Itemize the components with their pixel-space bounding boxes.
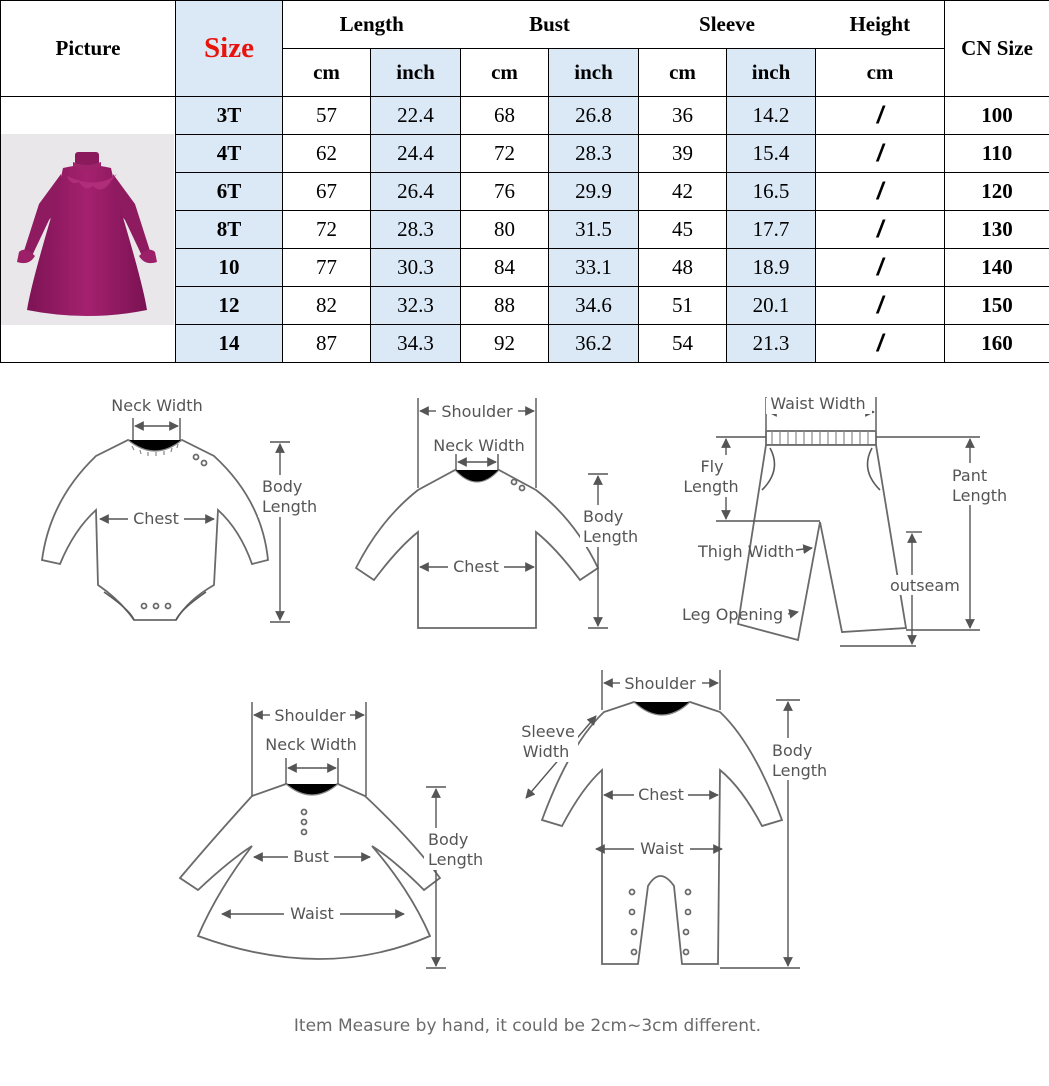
body-length-label: Body (583, 507, 624, 526)
dress-diagram (180, 702, 486, 968)
size-cell: 8T (176, 211, 283, 249)
body-length-label-2: Length (262, 497, 318, 516)
neck-width-label: Neck Width (265, 735, 357, 754)
sleeve-width-label: Sleeve (521, 722, 575, 741)
body-length-label-2: Length (772, 761, 828, 780)
cn-size-cell: 150 (945, 287, 1049, 325)
sleeve-inch-cell: 15.4 (727, 135, 816, 173)
shoulder-label: Shoulder (624, 674, 696, 693)
sleeve-inch-cell: 18.9 (727, 249, 816, 287)
cn-size-cell: 100 (945, 97, 1049, 135)
pant-length-label: Pant (952, 466, 988, 485)
bodysuit-diagram (42, 396, 317, 622)
bust-inch-cell: 26.8 (549, 97, 639, 135)
shoulder-label: Shoulder (441, 402, 513, 421)
sleeve-cm-cell: 45 (639, 211, 727, 249)
pant-length-label-2: Length (952, 486, 1008, 505)
leg-opening-label: Leg Opening (682, 605, 784, 624)
size-cell: 12 (176, 287, 283, 325)
sleeve-inch-cell: 16.5 (727, 173, 816, 211)
length-inch-cell: 34.3 (371, 325, 461, 363)
header-height: Height (816, 1, 945, 49)
unit-cm: cm (639, 49, 727, 97)
header-bust: Bust (461, 1, 639, 49)
sleeve-inch-cell: 14.2 (727, 97, 816, 135)
thigh-width-label: Thigh Width (698, 542, 795, 561)
sleeve-inch-cell: 20.1 (727, 287, 816, 325)
height-cell: / (816, 97, 945, 135)
body-length-label-2: Length (428, 850, 484, 869)
body-length-label: Body (262, 477, 303, 496)
waist-label: Waist (290, 904, 334, 923)
length-inch-cell: 24.4 (371, 135, 461, 173)
chest-label: Chest (638, 785, 684, 804)
neck-width-label: Neck Width (433, 436, 525, 455)
bust-cm-cell: 84 (461, 249, 549, 287)
neck-width-label: Neck Width (111, 396, 203, 415)
bust-cm-cell: 88 (461, 287, 549, 325)
body-length-label: Body (428, 830, 469, 849)
height-cell: / (816, 325, 945, 363)
size-cell: 4T (176, 135, 283, 173)
size-cell: 14 (176, 325, 283, 363)
length-cm-cell: 62 (283, 135, 371, 173)
bust-cm-cell: 80 (461, 211, 549, 249)
length-inch-cell: 30.3 (371, 249, 461, 287)
bust-cm-cell: 76 (461, 173, 549, 211)
sleeve-inch-cell: 17.7 (727, 211, 816, 249)
unit-cm: cm (461, 49, 549, 97)
bust-cm-cell: 68 (461, 97, 549, 135)
height-cell: / (816, 211, 945, 249)
measurement-diagrams (0, 363, 1049, 1086)
height-cell: / (816, 135, 945, 173)
bust-inch-cell: 28.3 (549, 135, 639, 173)
sleeve-inch-cell: 21.3 (727, 325, 816, 363)
bust-inch-cell: 33.1 (549, 249, 639, 287)
height-cell: / (816, 173, 945, 211)
header-picture: Picture (1, 1, 176, 97)
bust-label: Bust (293, 847, 329, 866)
sleeve-cm-cell: 39 (639, 135, 727, 173)
sleeve-width-label-2: Width (522, 742, 570, 761)
length-inch-cell: 26.4 (371, 173, 461, 211)
sleeve-cm-cell: 51 (639, 287, 727, 325)
unit-inch: inch (727, 49, 816, 97)
length-inch-cell: 22.4 (371, 97, 461, 135)
length-cm-cell: 77 (283, 249, 371, 287)
tshirt-diagram (356, 398, 642, 628)
waist-width-label: Waist Width (770, 394, 866, 413)
sleeve-cm-cell: 36 (639, 97, 727, 135)
length-cm-cell: 72 (283, 211, 371, 249)
header-cn-size: CN Size (945, 1, 1049, 97)
unit-cm: cm (816, 49, 945, 97)
sleeve-cm-cell: 54 (639, 325, 727, 363)
length-inch-cell: 32.3 (371, 287, 461, 325)
bust-inch-cell: 34.6 (549, 287, 639, 325)
cn-size-cell: 110 (945, 135, 1049, 173)
header-size: Size (176, 1, 283, 97)
unit-inch: inch (371, 49, 461, 97)
unit-cm: cm (283, 49, 371, 97)
cn-size-cell: 120 (945, 173, 1049, 211)
shoulder-label: Shoulder (274, 706, 346, 725)
sleeve-cm-cell: 48 (639, 249, 727, 287)
outseam-label: outseam (890, 576, 960, 595)
chest-label: Chest (133, 509, 179, 528)
height-cell: / (816, 287, 945, 325)
header-length: Length (283, 1, 461, 49)
length-cm-cell: 57 (283, 97, 371, 135)
pants-diagram (680, 394, 1012, 646)
bust-inch-cell: 31.5 (549, 211, 639, 249)
bust-cm-cell: 72 (461, 135, 549, 173)
header-sleeve: Sleeve (639, 1, 816, 49)
cn-size-cell: 130 (945, 211, 1049, 249)
body-length-label: Body (772, 741, 813, 760)
measurement-note: Item Measure by hand, it could be 2cm~3cm different. (293, 1016, 762, 1036)
chest-label: Chest (453, 557, 499, 576)
height-cell: / (816, 249, 945, 287)
length-cm-cell: 67 (283, 173, 371, 211)
length-cm-cell: 82 (283, 287, 371, 325)
size-cell: 3T (176, 97, 283, 135)
fly-length-label-2: Length (683, 477, 739, 496)
body-length-label-2: Length (583, 527, 639, 546)
sleeve-cm-cell: 42 (639, 173, 727, 211)
size-cell: 10 (176, 249, 283, 287)
size-cell: 6T (176, 173, 283, 211)
bust-inch-cell: 29.9 (549, 173, 639, 211)
table-row (1, 97, 1049, 135)
fly-length-label: Fly (700, 457, 724, 476)
romper-diagram (518, 670, 830, 968)
dress-photo-icon (1, 134, 174, 325)
length-inch-cell: 28.3 (371, 211, 461, 249)
bust-cm-cell: 92 (461, 325, 549, 363)
waist-label: Waist (640, 839, 684, 858)
length-cm-cell: 87 (283, 325, 371, 363)
unit-inch: inch (549, 49, 639, 97)
bust-inch-cell: 36.2 (549, 325, 639, 363)
cn-size-cell: 160 (945, 325, 1049, 363)
cn-size-cell: 140 (945, 249, 1049, 287)
